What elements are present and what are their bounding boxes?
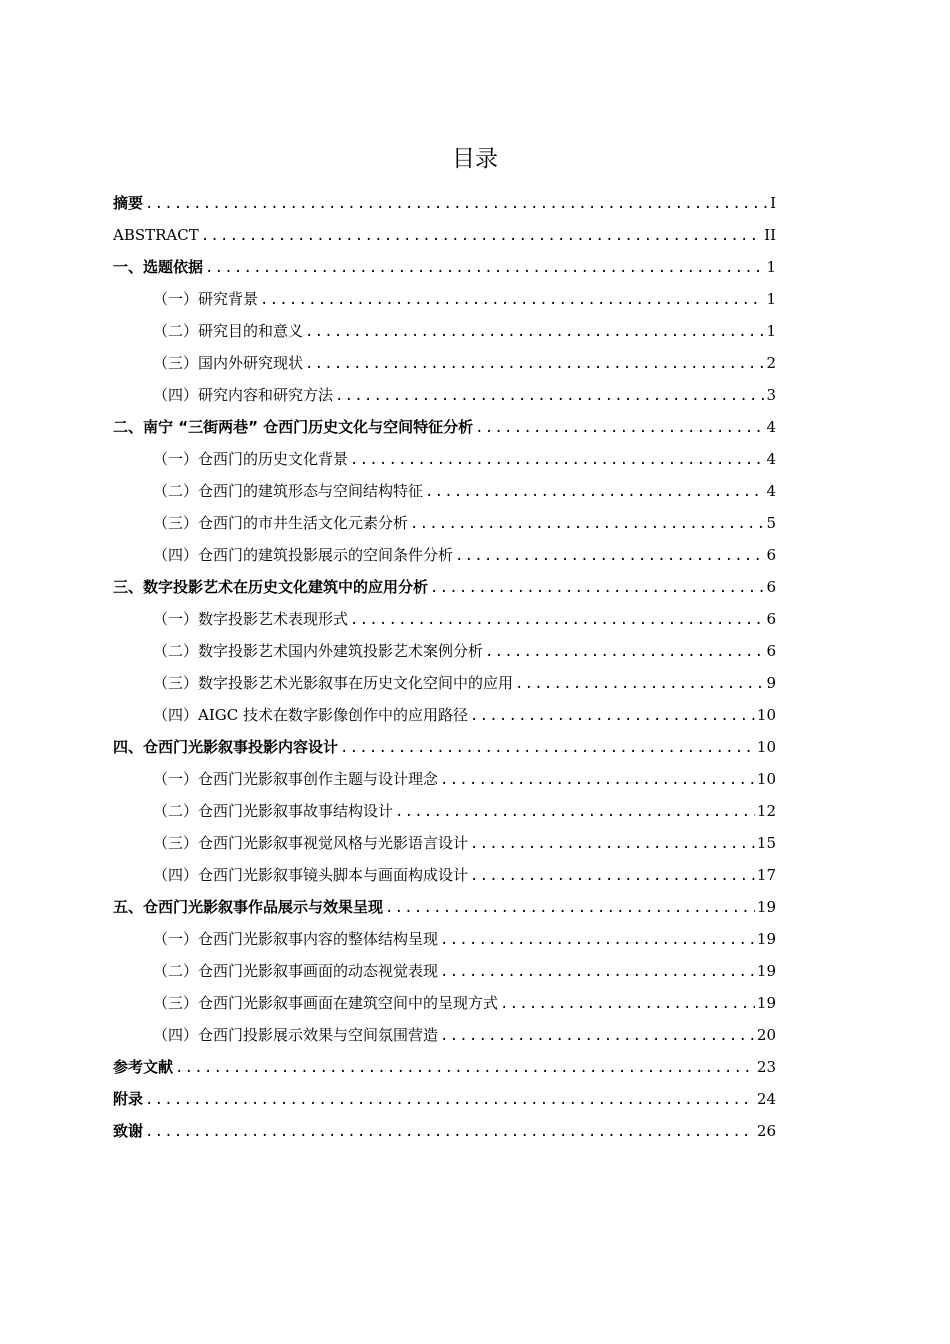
toc-entry-label: （二）研究目的和意义: [153, 322, 304, 340]
dot-leader: [335, 380, 764, 412]
toc-entry-label: （一）仓西门光影叙事内容的整体结构呈现: [153, 930, 439, 948]
toc-entry-page-number: 19: [756, 962, 776, 980]
toc-entry[interactable]: [113, 795, 776, 827]
dot-leader: [470, 860, 755, 892]
toc-entry[interactable]: [113, 315, 776, 347]
toc-entry-page-number: 3: [766, 386, 776, 404]
toc-entry-page-number: 6: [766, 610, 776, 628]
toc-list: [113, 187, 776, 1147]
dot-leader: [340, 732, 755, 764]
dot-leader: [145, 1084, 755, 1116]
toc-entry-page-number: 1: [766, 290, 776, 308]
toc-entry[interactable]: [113, 283, 776, 315]
toc-entry[interactable]: [113, 187, 776, 219]
toc-entry[interactable]: [113, 475, 776, 507]
dot-leader: [470, 828, 755, 860]
dot-leader: [175, 1052, 755, 1084]
dot-leader: [201, 220, 762, 252]
dot-leader: [260, 284, 764, 316]
toc-entry[interactable]: [113, 603, 776, 635]
toc-entry[interactable]: [113, 923, 776, 955]
toc-entry-page-number: 4: [766, 482, 776, 500]
toc-title: 目录: [452, 146, 498, 172]
toc-entry-label: （一）研究背景: [153, 290, 259, 308]
toc-entry-page-number: 19: [756, 994, 776, 1012]
toc-entry-label: （一）数字投影艺术表现形式: [153, 610, 349, 628]
toc-entry-label: 摘要: [113, 194, 144, 212]
toc-entry[interactable]: [113, 1019, 776, 1051]
toc-entry-label: （三）数字投影艺术光影叙事在历史文化空间中的应用: [153, 674, 514, 692]
toc-entry-label: （三）仓西门光影叙事画面在建筑空间中的呈现方式: [153, 994, 499, 1012]
toc-entry-label: 参考文献: [113, 1058, 174, 1076]
dot-leader: [145, 1116, 755, 1148]
toc-entry-label: 三、数字投影艺术在历史文化建筑中的应用分析: [113, 578, 429, 596]
toc-entry-page-number: 19: [756, 930, 776, 948]
toc-entry-page-number: 4: [766, 450, 776, 468]
toc-entry-page-number: 6: [766, 642, 776, 660]
dot-leader: [350, 604, 764, 636]
toc-entry-page-number: I: [770, 194, 776, 212]
toc-entry-page-number: II: [764, 226, 776, 244]
dot-leader: [470, 700, 755, 732]
toc-entry[interactable]: [113, 571, 776, 603]
toc-entry[interactable]: [113, 251, 776, 283]
dot-leader: [440, 764, 755, 796]
dot-leader: [385, 892, 755, 924]
dot-leader: [305, 348, 764, 380]
toc-entry-label: （四）仓西门的建筑投影展示的空间条件分析: [153, 546, 454, 564]
toc-entry-label: （四）仓西门投影展示效果与空间氛围营造: [153, 1026, 439, 1044]
toc-entry-page-number: 10: [756, 738, 776, 756]
toc-entry-label: 四、仓西门光影叙事投影内容设计: [113, 738, 339, 756]
toc-entry[interactable]: [113, 731, 776, 763]
toc-entry[interactable]: [113, 859, 776, 891]
dot-leader: [485, 636, 764, 668]
toc-entry[interactable]: [113, 1083, 776, 1115]
toc-entry-page-number: 9: [766, 674, 776, 692]
dot-leader: [425, 476, 764, 508]
toc-entry-page-number: 12: [756, 802, 776, 820]
dot-leader: [440, 924, 755, 956]
toc-entry-label: （三）国内外研究现状: [153, 354, 304, 372]
toc-entry[interactable]: [113, 827, 776, 859]
toc-entry-label: （三）仓西门的市井生活文化元素分析: [153, 514, 409, 532]
dot-leader: [395, 796, 755, 828]
toc-entry-page-number: 23: [756, 1058, 776, 1076]
toc-entry-label: （三）仓西门光影叙事视觉风格与光影语言设计: [153, 834, 469, 852]
toc-entry[interactable]: [113, 699, 776, 731]
toc-entry-label: 一、选题依据: [113, 258, 204, 276]
dot-leader: [515, 668, 764, 700]
toc-entry[interactable]: [113, 635, 776, 667]
dot-leader: [500, 988, 755, 1020]
toc-entry[interactable]: [113, 987, 776, 1019]
dot-leader: [440, 956, 755, 988]
toc-entry-label: ABSTRACT: [113, 226, 199, 244]
toc-entry-label: （四）研究内容和研究方法: [153, 386, 334, 404]
toc-entry[interactable]: [113, 539, 776, 571]
toc-entry[interactable]: [113, 1115, 776, 1147]
toc-entry-label: 致谢: [113, 1122, 144, 1140]
toc-entry-page-number: 1: [766, 322, 776, 340]
toc-entry[interactable]: [113, 507, 776, 539]
toc-entry-page-number: 6: [766, 546, 776, 564]
toc-entry-page-number: 1: [766, 258, 776, 276]
toc-entry-page-number: 10: [756, 770, 776, 788]
toc-entry-label: 附录: [113, 1090, 144, 1108]
dot-leader: [475, 412, 764, 444]
toc-entry-label: 五、仓西门光影叙事作品展示与效果呈现: [113, 898, 384, 916]
toc-entry-label: （四）仓西门光影叙事镜头脚本与画面构成设计: [153, 866, 469, 884]
dot-leader: [350, 444, 764, 476]
toc-entry-page-number: 24: [756, 1090, 776, 1108]
toc-entry-page-number: 5: [766, 514, 776, 532]
toc-entry-page-number: 2: [766, 354, 776, 372]
toc-entry[interactable]: [113, 219, 776, 251]
toc-entry-page-number: 10: [756, 706, 776, 724]
toc-entry[interactable]: [113, 667, 776, 699]
toc-entry-label: （一）仓西门光影叙事创作主题与设计理念: [153, 770, 439, 788]
dot-leader: [145, 188, 768, 220]
toc-entry-page-number: 4: [766, 418, 776, 436]
toc-entry-page-number: 17: [756, 866, 776, 884]
toc-entry-label: （二）仓西门光影叙事故事结构设计: [153, 802, 394, 820]
dot-leader: [305, 316, 764, 348]
toc-entry[interactable]: [113, 411, 776, 443]
toc-entry-label: （二）数字投影艺术国内外建筑投影艺术案例分析: [153, 642, 484, 660]
toc-entry[interactable]: [113, 379, 776, 411]
toc-entry-page-number: 15: [756, 834, 776, 852]
toc-entry-label: （四）AIGC 技术在数字影像创作中的应用路径: [153, 706, 468, 724]
toc-entry-page-number: 26: [756, 1122, 776, 1140]
toc-entry-label: （二）仓西门光影叙事画面的动态视觉表现: [153, 962, 439, 980]
toc-entry-label: （二）仓西门的建筑形态与空间结构特征: [153, 482, 424, 500]
toc-entry-page-number: 19: [756, 898, 776, 916]
dot-leader: [205, 252, 764, 284]
toc-entry[interactable]: [113, 1051, 776, 1083]
dot-leader: [430, 572, 764, 604]
dot-leader: [410, 508, 764, 540]
toc-entry-label: 二、南宁 “三街两巷” 仓西门历史文化与空间特征分析: [113, 418, 474, 436]
dot-leader: [440, 1020, 755, 1052]
dot-leader: [455, 540, 764, 572]
toc-entry-page-number: 6: [766, 578, 776, 596]
toc-entry-page-number: 20: [756, 1026, 776, 1044]
toc-entry[interactable]: [113, 443, 776, 475]
toc-entry[interactable]: [113, 347, 776, 379]
toc-entry[interactable]: [113, 763, 776, 795]
toc-entry[interactable]: [113, 891, 776, 923]
toc-entry[interactable]: [113, 955, 776, 987]
toc-entry-label: （一）仓西门的历史文化背景: [153, 450, 349, 468]
